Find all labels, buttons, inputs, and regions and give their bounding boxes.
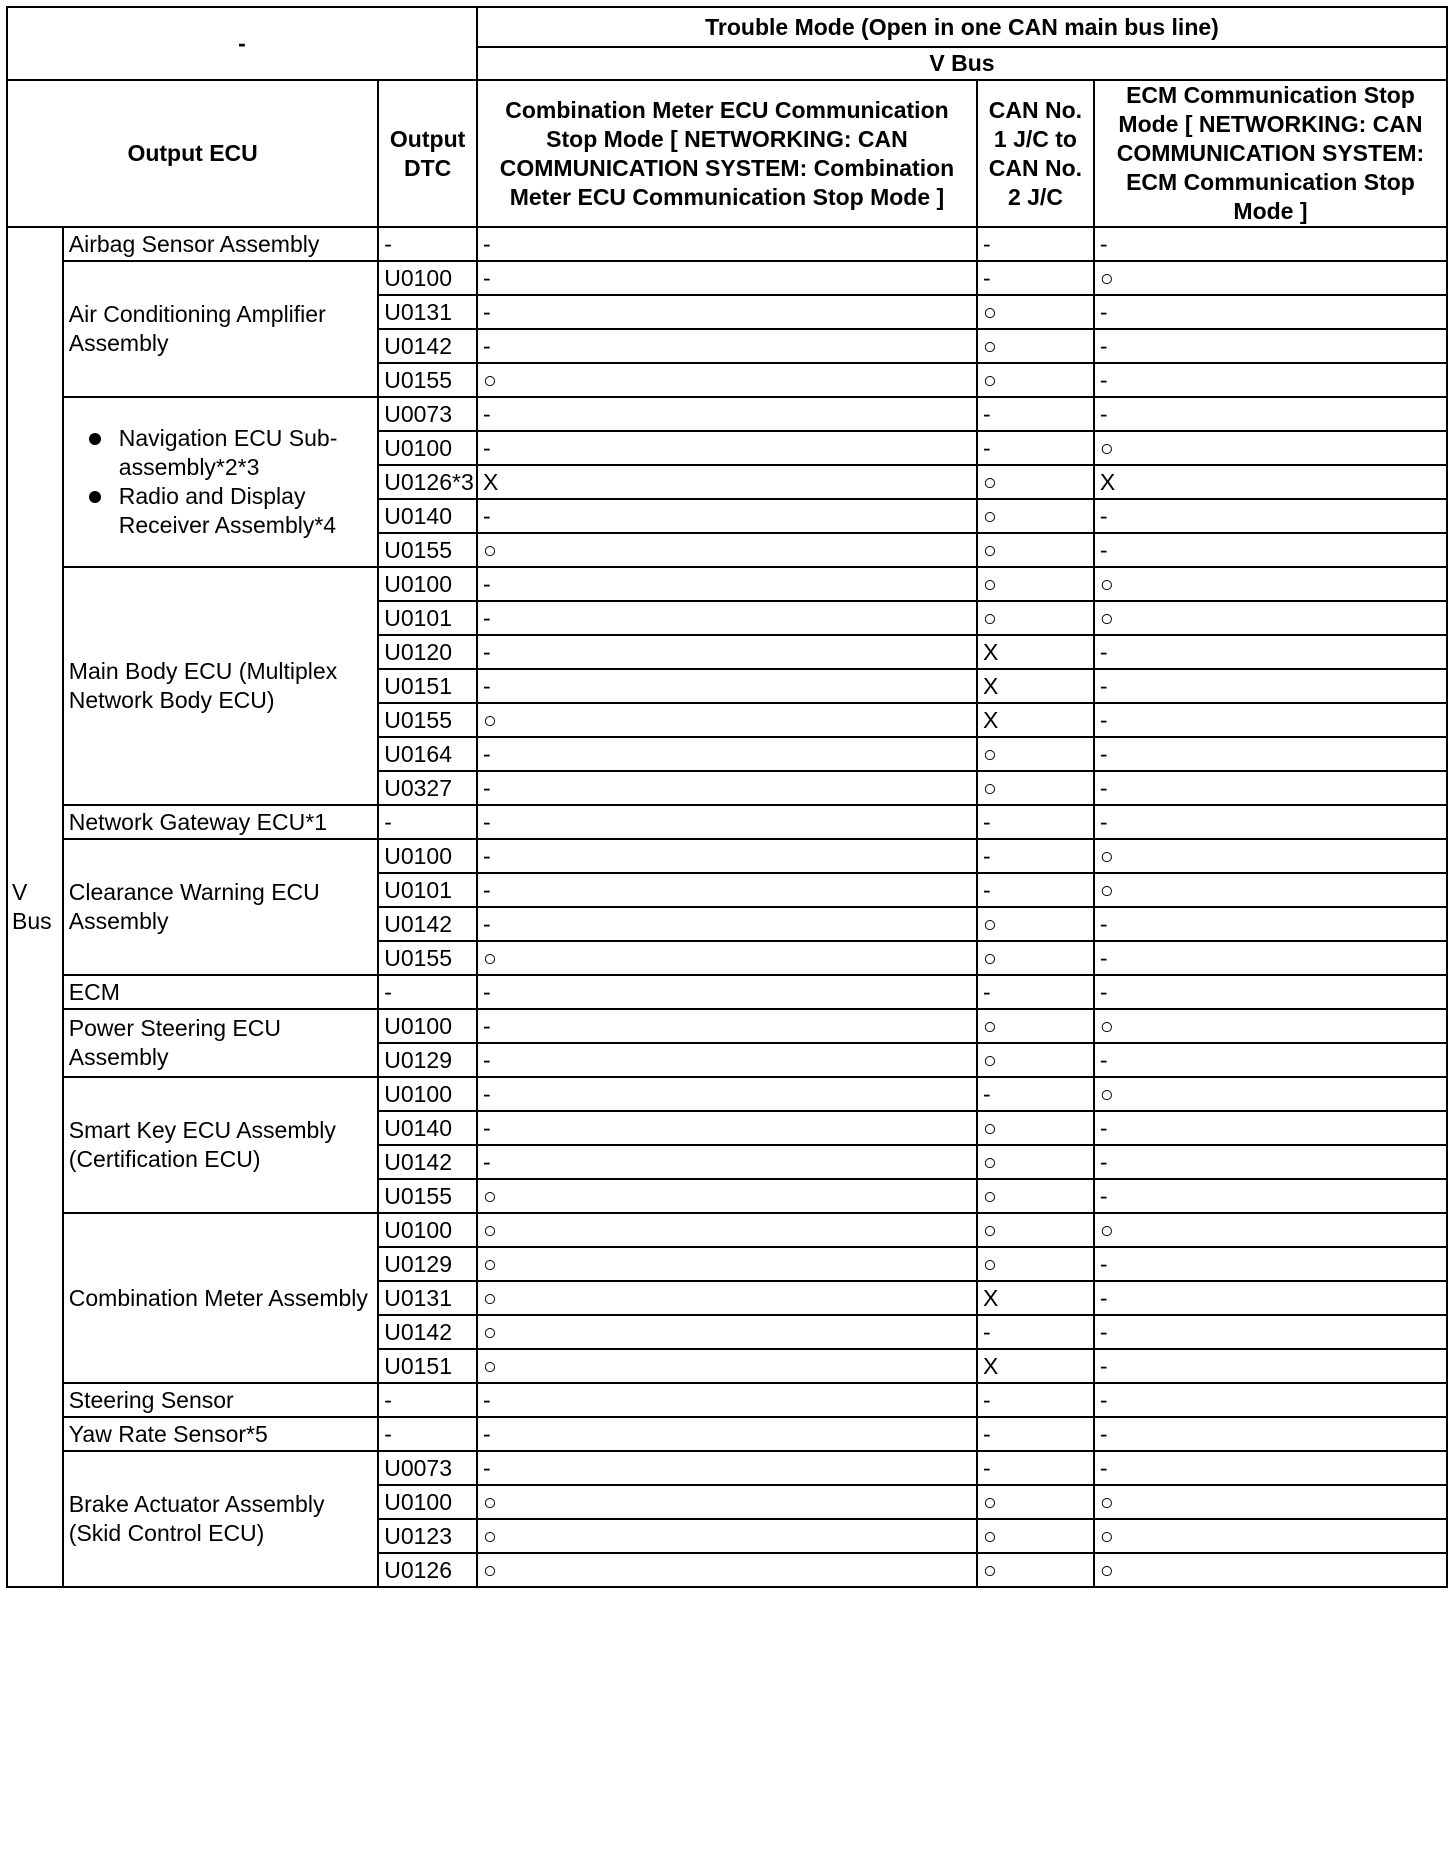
output-ecu-cell: Smart Key ECU Assembly (Certification ECU): [63, 1077, 378, 1213]
table-row: [7, 839, 1447, 873]
dtc-table-page: [6, 6, 1448, 1588]
can-jc-cell: ○: [977, 1043, 1094, 1077]
can-jc-cell: ○: [977, 1179, 1094, 1213]
output-ecu-cell: [63, 397, 378, 567]
combination-meter-mode-cell: -: [477, 431, 977, 465]
header-trouble-mode: Trouble Mode (Open in one CAN main bus line): [477, 7, 1447, 47]
combination-meter-mode-cell: -: [477, 261, 977, 295]
output-dtc-cell: -: [378, 1417, 477, 1451]
combination-meter-mode-cell: ○: [477, 1349, 977, 1383]
can-jc-cell: -: [977, 1451, 1094, 1485]
output-ecu-cell: Brake Actuator Assembly (Skid Control ECU): [63, 1451, 378, 1587]
combination-meter-mode-cell: -: [477, 227, 977, 261]
combination-meter-mode-cell: -: [477, 907, 977, 941]
combination-meter-mode-cell: ○: [477, 1485, 977, 1519]
output-dtc-cell: U0126: [378, 1553, 477, 1587]
dtc-table: [6, 6, 1448, 1588]
ecm-mode-cell: -: [1094, 329, 1447, 363]
combination-meter-mode-cell: -: [477, 805, 977, 839]
combination-meter-mode-cell: -: [477, 975, 977, 1009]
output-dtc-cell: U0100: [378, 431, 477, 465]
can-jc-cell: -: [977, 873, 1094, 907]
ecm-mode-cell: -: [1094, 295, 1447, 329]
header-combination-meter-stop-mode: Combination Meter ECU Communication Stop Mode [ NETWORKING: CAN COMMUNICATION SYSTEM: Combination Meter ECU Communication Stop Mode ]: [477, 80, 977, 227]
combination-meter-mode-cell: -: [477, 771, 977, 805]
ecm-mode-cell: ○: [1094, 1519, 1447, 1553]
output-dtc-cell: U0151: [378, 1349, 477, 1383]
output-dtc-cell: U0155: [378, 533, 477, 567]
can-jc-cell: ○: [977, 771, 1094, 805]
table-row: [7, 1077, 1447, 1111]
can-jc-cell: ○: [977, 1111, 1094, 1145]
ecm-mode-cell: -: [1094, 499, 1447, 533]
can-jc-cell: ○: [977, 1519, 1094, 1553]
combination-meter-mode-cell: ○: [477, 703, 977, 737]
combination-meter-mode-cell: -: [477, 1383, 977, 1417]
output-dtc-cell: U0327: [378, 771, 477, 805]
output-dtc-cell: U0100: [378, 1077, 477, 1111]
can-jc-cell: ○: [977, 499, 1094, 533]
can-jc-cell: ○: [977, 1553, 1094, 1587]
can-jc-cell: -: [977, 261, 1094, 295]
ecm-mode-cell: -: [1094, 533, 1447, 567]
output-dtc-cell: U0129: [378, 1043, 477, 1077]
ecm-mode-cell: -: [1094, 737, 1447, 771]
table-row: [7, 1417, 1447, 1451]
ecm-mode-cell: ○: [1094, 1077, 1447, 1111]
combination-meter-mode-cell: ○: [477, 1519, 977, 1553]
table-row: [7, 397, 1447, 431]
can-jc-cell: -: [977, 1383, 1094, 1417]
combination-meter-mode-cell: -: [477, 397, 977, 431]
can-jc-cell: -: [977, 1315, 1094, 1349]
ecm-mode-cell: -: [1094, 1451, 1447, 1485]
can-jc-cell: -: [977, 839, 1094, 873]
can-jc-cell: ○: [977, 1145, 1094, 1179]
table-row: [7, 261, 1447, 295]
ecm-mode-cell: -: [1094, 1281, 1447, 1315]
combination-meter-mode-cell: -: [477, 839, 977, 873]
can-jc-cell: ○: [977, 1485, 1094, 1519]
can-jc-cell: -: [977, 1417, 1094, 1451]
ecm-mode-cell: -: [1094, 227, 1447, 261]
table-row: [7, 975, 1447, 1009]
output-dtc-cell: U0123: [378, 1519, 477, 1553]
header-corner: -: [7, 7, 477, 80]
output-dtc-cell: U0101: [378, 873, 477, 907]
can-jc-cell: ○: [977, 1009, 1094, 1043]
combination-meter-mode-cell: -: [477, 295, 977, 329]
output-ecu-cell: Yaw Rate Sensor*5: [63, 1417, 378, 1451]
output-dtc-cell: U0140: [378, 499, 477, 533]
output-dtc-cell: -: [378, 805, 477, 839]
ecm-mode-cell: ○: [1094, 567, 1447, 601]
combination-meter-mode-cell: -: [477, 1417, 977, 1451]
output-dtc-cell: U0073: [378, 1451, 477, 1485]
can-jc-cell: X: [977, 1349, 1094, 1383]
can-jc-cell: -: [977, 227, 1094, 261]
output-dtc-cell: U0129: [378, 1247, 477, 1281]
ecm-mode-cell: ○: [1094, 1485, 1447, 1519]
ecm-mode-cell: -: [1094, 1349, 1447, 1383]
output-dtc-cell: U0100: [378, 261, 477, 295]
output-dtc-cell: U0073: [378, 397, 477, 431]
combination-meter-mode-cell: -: [477, 1077, 977, 1111]
ecm-mode-cell: ○: [1094, 431, 1447, 465]
can-jc-cell: ○: [977, 567, 1094, 601]
output-ecu-cell: Combination Meter Assembly: [63, 1213, 378, 1383]
ecm-mode-cell: -: [1094, 1417, 1447, 1451]
header-output-dtc: Output DTC: [378, 80, 477, 227]
output-dtc-cell: U0151: [378, 669, 477, 703]
ecm-mode-cell: -: [1094, 1315, 1447, 1349]
header-can-jc: CAN No. 1 J/C to CAN No. 2 J/C: [977, 80, 1094, 227]
combination-meter-mode-cell: ○: [477, 1553, 977, 1587]
can-jc-cell: ○: [977, 465, 1094, 499]
header-v-bus: V Bus: [477, 47, 1447, 80]
output-ecu-cell: Steering Sensor: [63, 1383, 378, 1417]
ecm-mode-cell: ○: [1094, 1213, 1447, 1247]
output-dtc-cell: U0155: [378, 941, 477, 975]
output-dtc-cell: -: [378, 227, 477, 261]
ecm-mode-cell: -: [1094, 907, 1447, 941]
output-ecu-cell: Clearance Warning ECU Assembly: [63, 839, 378, 975]
ecm-mode-cell: -: [1094, 397, 1447, 431]
ecm-mode-cell: ○: [1094, 1553, 1447, 1587]
ecm-mode-cell: -: [1094, 1145, 1447, 1179]
output-dtc-cell: U0120: [378, 635, 477, 669]
can-jc-cell: -: [977, 431, 1094, 465]
output-ecu-cell: Network Gateway ECU*1: [63, 805, 378, 839]
can-jc-cell: ○: [977, 601, 1094, 635]
combination-meter-mode-cell: ○: [477, 1179, 977, 1213]
ecm-mode-cell: -: [1094, 669, 1447, 703]
can-jc-cell: ○: [977, 907, 1094, 941]
bus-label: V Bus: [7, 227, 63, 1587]
can-jc-cell: ○: [977, 1213, 1094, 1247]
can-jc-cell: -: [977, 397, 1094, 431]
combination-meter-mode-cell: -: [477, 737, 977, 771]
ecm-mode-cell: -: [1094, 1043, 1447, 1077]
combination-meter-mode-cell: ○: [477, 1281, 977, 1315]
can-jc-cell: ○: [977, 295, 1094, 329]
output-dtc-cell: U0131: [378, 295, 477, 329]
ecm-mode-cell: -: [1094, 1179, 1447, 1213]
combination-meter-mode-cell: -: [477, 669, 977, 703]
can-jc-cell: X: [977, 635, 1094, 669]
combination-meter-mode-cell: ○: [477, 1247, 977, 1281]
output-ecu-cell: Main Body ECU (Multiplex Network Body ECU): [63, 567, 378, 805]
ecm-mode-cell: X: [1094, 465, 1447, 499]
can-jc-cell: -: [977, 975, 1094, 1009]
ecm-mode-cell: ○: [1094, 873, 1447, 907]
header-output-ecu: Output ECU: [7, 80, 378, 227]
combination-meter-mode-cell: -: [477, 601, 977, 635]
output-dtc-cell: U0100: [378, 1485, 477, 1519]
table-row: [7, 1213, 1447, 1247]
header-ecm-stop-mode: ECM Communication Stop Mode [ NETWORKING: CAN COMMUNICATION SYSTEM: ECM Communication Stop Mode ]: [1094, 80, 1447, 227]
combination-meter-mode-cell: -: [477, 1145, 977, 1179]
output-dtc-cell: U0164: [378, 737, 477, 771]
output-dtc-cell: U0100: [378, 1009, 477, 1043]
output-ecu-cell: ECM: [63, 975, 378, 1009]
output-ecu-cell: Airbag Sensor Assembly: [63, 227, 378, 261]
combination-meter-mode-cell: X: [477, 465, 977, 499]
can-jc-cell: -: [977, 805, 1094, 839]
can-jc-cell: X: [977, 1281, 1094, 1315]
can-jc-cell: -: [977, 1077, 1094, 1111]
ecu-list-item: Radio and Display Receiver Assembly*4: [89, 482, 372, 540]
combination-meter-mode-cell: ○: [477, 533, 977, 567]
combination-meter-mode-cell: -: [477, 635, 977, 669]
combination-meter-mode-cell: -: [477, 1451, 977, 1485]
ecm-mode-cell: ○: [1094, 1009, 1447, 1043]
combination-meter-mode-cell: -: [477, 1111, 977, 1145]
combination-meter-mode-cell: ○: [477, 1315, 977, 1349]
combination-meter-mode-cell: -: [477, 1043, 977, 1077]
output-dtc-cell: U0142: [378, 1145, 477, 1179]
ecm-mode-cell: -: [1094, 975, 1447, 1009]
ecm-mode-cell: ○: [1094, 839, 1447, 873]
output-ecu-cell: Air Conditioning Amplifier Assembly: [63, 261, 378, 397]
combination-meter-mode-cell: -: [477, 1009, 977, 1043]
table-row: [7, 567, 1447, 601]
ecm-mode-cell: ○: [1094, 601, 1447, 635]
can-jc-cell: X: [977, 703, 1094, 737]
can-jc-cell: X: [977, 669, 1094, 703]
output-dtc-cell: U0100: [378, 567, 477, 601]
output-ecu-cell: Power Steering ECU Assembly: [63, 1009, 378, 1077]
table-row: [7, 1451, 1447, 1485]
combination-meter-mode-cell: ○: [477, 1213, 977, 1247]
ecm-mode-cell: -: [1094, 703, 1447, 737]
combination-meter-mode-cell: -: [477, 499, 977, 533]
combination-meter-mode-cell: -: [477, 567, 977, 601]
combination-meter-mode-cell: ○: [477, 363, 977, 397]
can-jc-cell: ○: [977, 329, 1094, 363]
ecu-bullet-list: [69, 424, 372, 540]
ecm-mode-cell: -: [1094, 941, 1447, 975]
output-dtc-cell: U0155: [378, 363, 477, 397]
output-dtc-cell: U0142: [378, 329, 477, 363]
ecu-list-item: Navigation ECU Sub-assembly*2*3: [89, 424, 372, 482]
ecm-mode-cell: -: [1094, 1247, 1447, 1281]
table-row: [7, 805, 1447, 839]
can-jc-cell: ○: [977, 533, 1094, 567]
ecm-mode-cell: -: [1094, 771, 1447, 805]
can-jc-cell: ○: [977, 1247, 1094, 1281]
combination-meter-mode-cell: -: [477, 873, 977, 907]
output-dtc-cell: U0101: [378, 601, 477, 635]
table-row: [7, 227, 1447, 261]
ecm-mode-cell: -: [1094, 1111, 1447, 1145]
table-row: [7, 1009, 1447, 1043]
output-dtc-cell: U0140: [378, 1111, 477, 1145]
output-dtc-cell: -: [378, 975, 477, 1009]
output-dtc-cell: U0100: [378, 839, 477, 873]
ecm-mode-cell: -: [1094, 635, 1447, 669]
table-body: [7, 227, 1447, 1587]
output-dtc-cell: U0126*3: [378, 465, 477, 499]
output-dtc-cell: U0155: [378, 1179, 477, 1213]
output-dtc-cell: U0142: [378, 907, 477, 941]
output-dtc-cell: U0100: [378, 1213, 477, 1247]
can-jc-cell: ○: [977, 737, 1094, 771]
can-jc-cell: ○: [977, 941, 1094, 975]
can-jc-cell: ○: [977, 363, 1094, 397]
combination-meter-mode-cell: -: [477, 329, 977, 363]
output-dtc-cell: -: [378, 1383, 477, 1417]
ecm-mode-cell: -: [1094, 805, 1447, 839]
combination-meter-mode-cell: ○: [477, 941, 977, 975]
ecm-mode-cell: ○: [1094, 261, 1447, 295]
ecm-mode-cell: -: [1094, 363, 1447, 397]
table-row: [7, 1383, 1447, 1417]
output-dtc-cell: U0142: [378, 1315, 477, 1349]
ecm-mode-cell: -: [1094, 1383, 1447, 1417]
output-dtc-cell: U0155: [378, 703, 477, 737]
output-dtc-cell: U0131: [378, 1281, 477, 1315]
